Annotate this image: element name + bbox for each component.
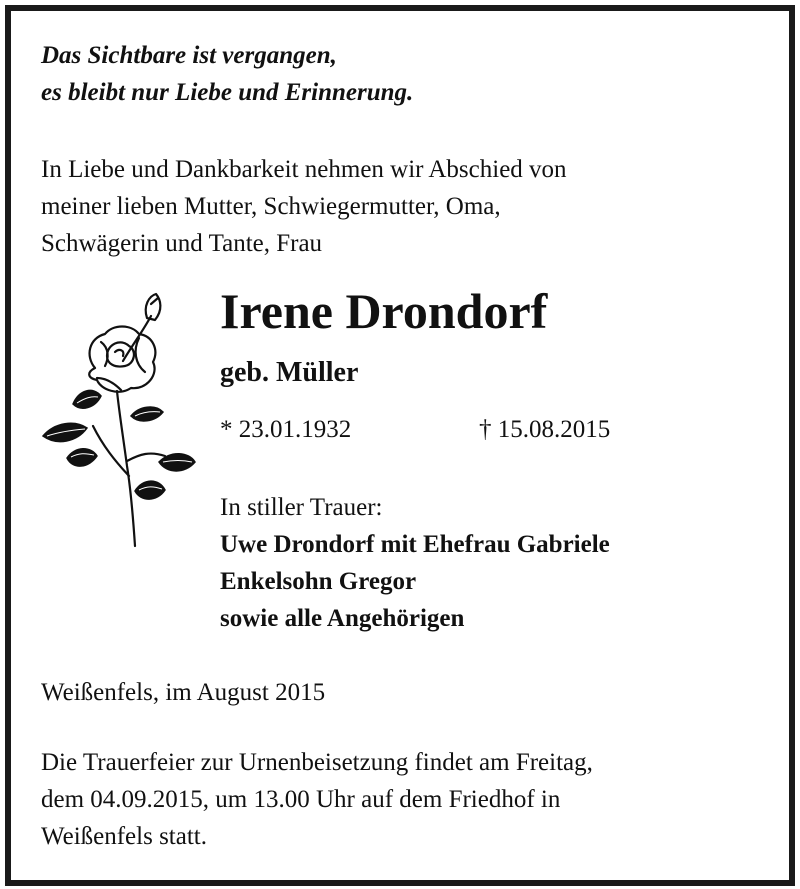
ceremony-line-3: Weißenfels statt.	[41, 823, 207, 850]
intro-line-1: In Liebe und Dankbarkeit nehmen wir Abschied von	[41, 156, 567, 183]
ceremony-line-2: dem 04.09.2015, um 13.00 Uhr auf dem Friedhof in	[41, 786, 561, 813]
rose-icon	[35, 286, 200, 551]
ceremony-line-1: Die Trauerfeier zur Urnenbeisetzung findet am Freitag,	[41, 749, 593, 776]
ceremony-notice	[41, 744, 781, 855]
motto	[41, 37, 413, 111]
birth-date: * 23.01.1932	[220, 416, 352, 443]
intro-text	[41, 151, 771, 262]
death-date: † 15.08.2015	[479, 416, 611, 443]
mourning-lead: In stiller Trauer:	[220, 494, 383, 521]
mourner-name: sowie alle Angehörigen	[220, 605, 465, 632]
mourner-name: Enkelsohn Gregor	[220, 568, 417, 595]
deceased-name: Irene Drondorf	[220, 283, 548, 339]
intro-line-2: meiner lieben Mutter, Schwiegermutter, Oma,	[41, 193, 501, 220]
motto-line-1: Das Sichtbare ist vergangen,	[41, 42, 337, 69]
mourner-name: Uwe Drondorf mit Ehefrau Gabriele	[220, 531, 610, 558]
mourners-block	[220, 489, 610, 637]
maiden-name: geb. Müller	[220, 357, 359, 388]
obituary-frame	[5, 5, 795, 886]
motto-line-2: es bleibt nur Liebe und Erinnerung.	[41, 79, 414, 106]
intro-line-3: Schwägerin und Tante, Frau	[41, 230, 323, 257]
place-date: Weißenfels, im August 2015	[41, 679, 326, 706]
